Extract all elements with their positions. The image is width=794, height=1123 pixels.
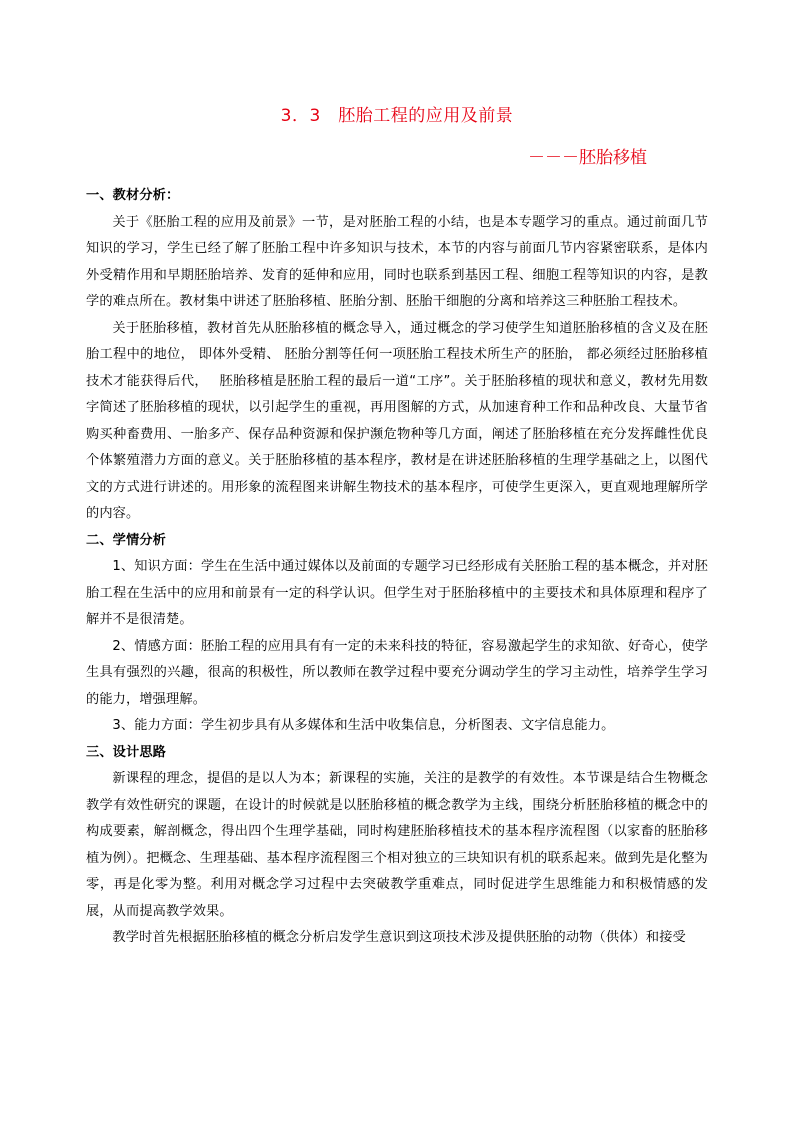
paragraph: 教学时首先根据胚胎移植的概念分析启发学生意识到这项技术涉及提供胚胎的动物（供体）和接受: [112, 930, 686, 945]
paragraph: 3、能力方面：学生初步具有从多媒体和生活中收集信息，分析图表、文字信息能力。: [112, 718, 615, 733]
section-heading-textbook-analysis: 一、教材分析：: [86, 188, 180, 203]
paragraph: 1、知识方面：学生在生活中通过媒体以及前面的专题学习已经形成有关胚胎工程的基本概念，并对胚胎工程在生活中的应用和前景有一定的科学认识。但学生对于胚胎移植中的主要技术和具体原理和程序了解并不是很清楚。: [86, 559, 708, 627]
section-heading-student-analysis: 二、学情分析: [86, 532, 167, 548]
paragraph: 新课程的理念，提倡的是以人为本；新课程的实施，关注的是教学的有效性。本节课是结合生物概念教学有效性研究的课题，在设计的时候就是以胚胎移植的概念教学为主线，围绕分析胚胎移植的概念中的构成要素，解剖概念，得出四个生理学基础，同时构建胚胎移植技术的基本程序流程图（以家畜的胚胎移植为例）。把概念、生理基础、基本程序流程图三个相对独立的三块知识有机的联系起来。做到先是化整为零，再是化零为整。利用对概念学习过程中去突破教学重难点，同时促进学生思维能力和积极情感的发展，从而提高教学效果。: [86, 771, 708, 919]
paragraph: 关于胚胎移植，教材首先从胚胎移植的概念导入，通过概念的学习使学生知道胚胎移植的含义及在胚胎工程中的地位， 即体外受精、 胚胎分割等任何一项胚胎工程技术所生产的胚胎， 都必须经过胚胎移植技术才能获得后代， 胚胎移植是胚胎工程的最后一道“工序”。关于胚胎移植的现状和意义，教材先用数字简述了胚胎移植的现状，以引起学生的重视，再用图解的方式，从加速育种工作和品种改良、大量节省购买种畜费用、一胎多产、保存品种资源和保护濒危物种等几方面，阐述了胚胎移植在充分发挥雌性优良个体繁殖潜力方面的意义。关于胚胎移植的基本程序，教材是在讲述胚胎移植的生理学基础之上，以图代文的方式进行讲述的。用形象的流程图来讲解生物技术的基本程序，可使学生更深入，更直观地理解所学的内容。: [86, 320, 708, 521]
section-heading-design-ideas: 三、设计思路: [86, 744, 167, 760]
paragraph: 关于《胚胎工程的应用及前景》一节，是对胚胎工程的小结，也是本专题学习的重点。通过前面几节知识的学习，学生已经了解了胚胎工程中许多知识与技术，本节的内容与前面几节内容紧密联系，是体内外受精作用和早期胚胎培养、发育的延伸和应用，同时也联系到基因工程、细胞工程等知识的内容，是教学的难点所在。教材集中讲述了胚胎移植、胚胎分割、胚胎干细胞的分离和培养这三种胚胎工程技术。: [86, 214, 708, 309]
document-body: [86, 183, 708, 952]
document-subtitle: －－－胚胎移植: [528, 148, 647, 168]
paragraph: 2、情感方面：胚胎工程的应用具有有一定的未来科技的特征，容易激起学生的求知欲、好奇心，使学生具有强烈的兴趣，很高的积极性，所以教师在教学过程中要充分调动学生的学习主动性，培养学生学习的能力，增强理解。: [86, 638, 708, 707]
document-title: 3．3 胚胎工程的应用及前景: [280, 106, 514, 126]
